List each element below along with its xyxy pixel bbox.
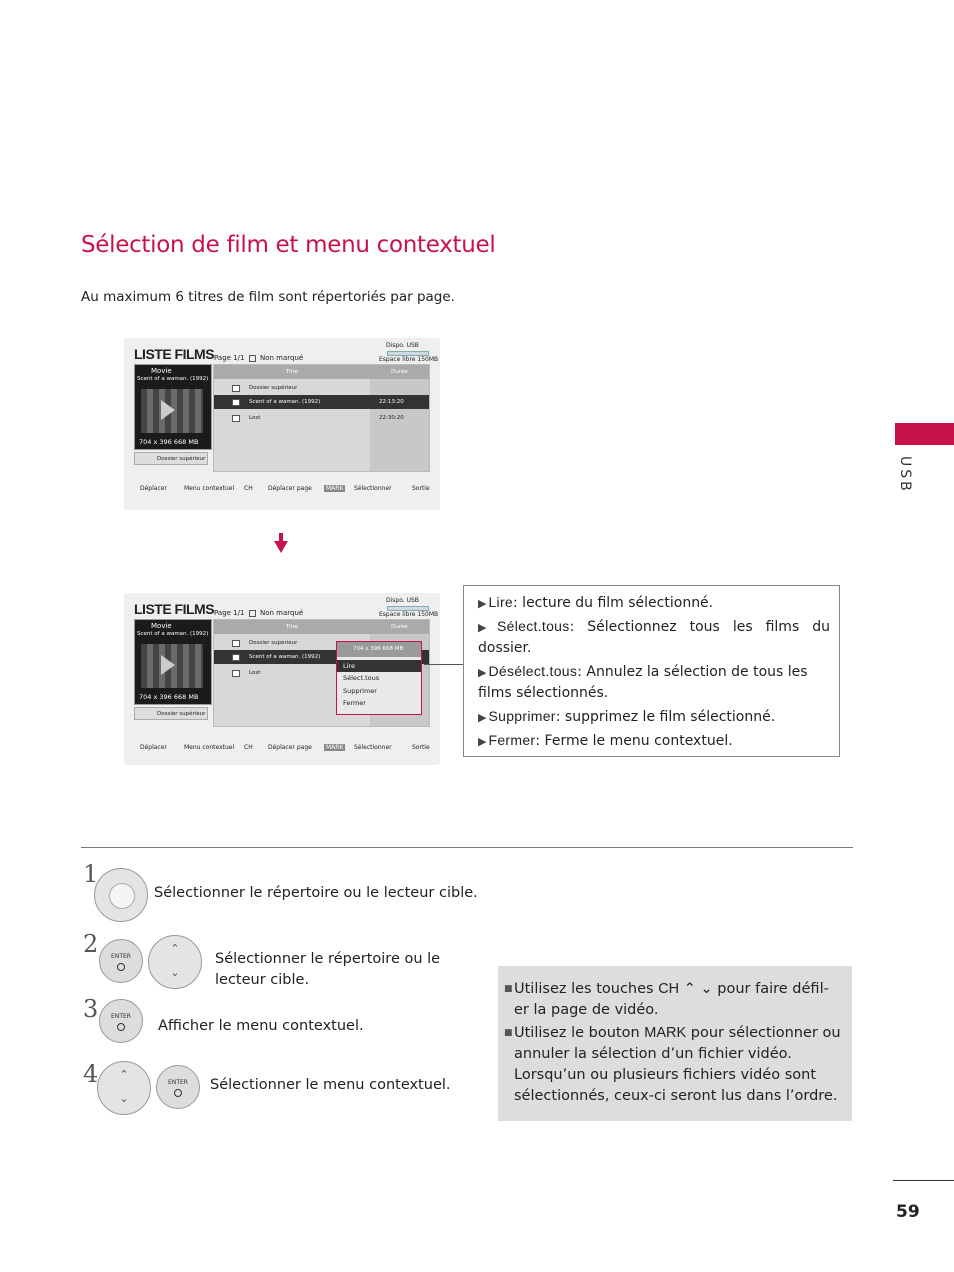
thumb-title: Scent of a waman. (1992) — [137, 631, 209, 637]
row-title: Dossier supérieur — [249, 385, 298, 391]
page-title: Sélection de film et menu contextuel — [81, 232, 496, 258]
callout-item-close — [478, 730, 830, 752]
callout-text: : lecture du film sélectionné. — [513, 595, 714, 611]
play-bullet-icon: ▶ — [478, 597, 487, 610]
note-text: Utilisez les touches — [514, 981, 659, 997]
checkbox-icon — [249, 610, 256, 617]
note-text: Utilisez le bouton — [514, 1025, 645, 1041]
usb-label: Dispo. USB — [386, 342, 419, 349]
play-icon — [161, 655, 175, 675]
callout-item-deselect-all — [478, 661, 830, 704]
film-icon — [232, 415, 240, 422]
footer-select: Sélectionner — [354, 744, 392, 751]
folder-icon — [232, 640, 240, 647]
row-title: Lost — [249, 415, 261, 421]
step-text — [215, 949, 440, 991]
col-duration: Durée — [370, 620, 429, 634]
step-number: 4 — [83, 1060, 99, 1088]
enter-dot — [117, 1023, 125, 1031]
page-indicator: Page 1/1 — [214, 609, 245, 617]
col-duration: Durée — [370, 365, 429, 379]
menu-item-close[interactable]: Fermer — [343, 699, 366, 707]
step-text: Sélectionner le menu contextuel. — [210, 1077, 451, 1093]
list-item[interactable] — [214, 381, 429, 395]
note-line: sélectionnés, ceux-ci seront lus dans l’ordre. — [514, 1088, 838, 1104]
list-item[interactable] — [214, 395, 429, 409]
step-text: Sélectionner le répertoire ou le lecteur cible. — [154, 885, 478, 901]
row-title: Scent of a waman. (1992) — [249, 399, 321, 405]
callout-connector — [424, 664, 463, 665]
note-line — [504, 1023, 844, 1044]
step-number: 2 — [83, 930, 99, 958]
callout-key: Lire — [488, 594, 514, 610]
footer-mark: MARK — [326, 744, 344, 751]
film-icon — [232, 670, 240, 677]
thumb-resolution: 704 x 396 668 MB — [139, 693, 199, 701]
enter-dot — [174, 1089, 182, 1097]
note-line: annuler la sélection d’un fichier vidéo. — [514, 1046, 792, 1062]
step-number: 3 — [83, 995, 99, 1023]
play-icon — [161, 400, 175, 420]
note-line: er la page de vidéo. — [514, 1002, 659, 1018]
checkbox-icon — [249, 355, 256, 362]
free-space: Espace libre 150MB — [379, 356, 439, 363]
chevron-down-icon: ⌄ — [119, 1092, 129, 1105]
movie-list — [213, 364, 430, 472]
callout-item-delete — [478, 706, 830, 728]
page-number-rule — [893, 1180, 954, 1181]
unmarked-text: Non marqué — [260, 609, 304, 617]
list-item[interactable] — [214, 411, 429, 425]
note-box — [498, 966, 852, 1121]
enter-label: ENTER — [111, 953, 131, 960]
callout-item-play — [478, 592, 830, 614]
footer-ch: CH — [244, 485, 253, 492]
menu-item-select-all[interactable]: Sélect.tous — [343, 674, 380, 682]
film-icon — [232, 399, 240, 406]
dpad-icon — [94, 868, 148, 922]
movie-thumbnail — [134, 364, 212, 450]
enter-label: ENTER — [168, 1079, 188, 1086]
step-text-line: lecteur cible. — [215, 972, 310, 988]
movie-list-screen — [124, 338, 440, 510]
parent-folder-button[interactable]: Dossier supérieur — [134, 452, 208, 465]
footer-page-move: Déplacer page — [268, 485, 312, 492]
footer-move: Déplacer — [140, 744, 167, 751]
movie-list-screen-popup — [124, 593, 440, 765]
enter-button-icon — [99, 999, 143, 1043]
play-bullet-icon: ▶ — [478, 711, 487, 724]
note-key: MARK — [644, 1025, 687, 1041]
row-duration: 22:13:20 — [379, 399, 404, 405]
popup-header: 704 x 396 668 MB — [337, 642, 421, 657]
screen-header: LISTE FILMS — [134, 601, 215, 617]
thumb-type: Movie — [151, 367, 172, 375]
play-bullet-icon: ▶ — [478, 666, 487, 679]
chevron-up-down-icon: ⌃ ⌄ — [679, 981, 713, 997]
context-menu-popup — [336, 641, 422, 715]
footer-context-menu: Menu contextuel — [184, 485, 235, 492]
callout-key: Supprimer — [488, 708, 556, 724]
note-text: pour sélectionner ou — [686, 1025, 841, 1041]
row-duration: 22:30:20 — [379, 415, 404, 421]
step-text-line: Sélectionner le répertoire ou le — [215, 951, 441, 967]
arrow-down-icon — [274, 541, 288, 553]
page-number: 59 — [896, 1202, 920, 1222]
up-down-button-icon — [148, 935, 202, 989]
folder-icon — [232, 385, 240, 392]
footer-mark: MARK — [326, 485, 344, 492]
page-subtitle: Au maximum 6 titres de film sont répertoriés par page. — [81, 289, 455, 305]
footer-page-move: Déplacer page — [268, 744, 312, 751]
step-text: Afficher le menu contextuel. — [158, 1018, 364, 1034]
dpad-center — [109, 883, 135, 909]
footer-select: Sélectionner — [354, 485, 392, 492]
callout-text: : Ferme le menu contextuel. — [535, 733, 733, 749]
screen-header: LISTE FILMS — [134, 346, 215, 362]
note-key: CH — [658, 981, 680, 997]
col-title: Titre — [214, 365, 370, 379]
up-down-button-icon — [97, 1061, 151, 1115]
thumb-type: Movie — [151, 622, 172, 630]
footer-ch: CH — [244, 744, 253, 751]
usb-label: Dispo. USB — [386, 597, 419, 604]
footer-context-menu: Menu contextuel — [184, 744, 235, 751]
chevron-up-icon: ⌃ — [119, 1068, 129, 1081]
row-title: Dossier supérieur — [249, 640, 298, 646]
section-tab — [895, 423, 954, 445]
arrow-down-stem — [279, 533, 283, 541]
enter-label: ENTER — [111, 1013, 131, 1020]
footer-exit: Sortie — [412, 485, 430, 492]
enter-button-icon — [99, 939, 143, 983]
callout-key: Sélect.tous — [497, 618, 570, 634]
note-line — [504, 979, 844, 1000]
col-title: Titre — [214, 620, 370, 634]
callout-text: : Annulez la sélection de tous les films sélectionnés. — [478, 664, 808, 701]
callout-key: Désélect.tous — [488, 663, 578, 679]
play-bullet-icon: ▶ — [478, 735, 487, 748]
unmarked-label — [249, 609, 303, 617]
callout-text: : Sélectionnez tous les films du dossier. — [478, 619, 830, 656]
note-line: Lorsqu’un ou plusieurs fichiers vidéo sont — [514, 1067, 817, 1083]
chevron-up-icon: ⌃ — [170, 942, 180, 955]
section-tab-label: USB — [897, 456, 913, 494]
chevron-down-icon: ⌄ — [170, 966, 180, 979]
thumb-title: Scent of a waman. (1992) — [137, 376, 209, 382]
parent-folder-button[interactable]: Dossier supérieur — [134, 707, 208, 720]
section-divider — [81, 847, 853, 848]
note-text: pour faire défil- — [712, 981, 829, 997]
film-icon — [232, 654, 240, 661]
callout-item-select-all — [478, 616, 830, 659]
row-title: Scent of a waman. (1992) — [249, 654, 321, 660]
movie-thumbnail — [134, 619, 212, 705]
footer-move: Déplacer — [140, 485, 167, 492]
play-bullet-icon: ▶ — [478, 621, 495, 634]
square-bullet-icon: ■ — [504, 1028, 513, 1038]
unmarked-label — [249, 354, 303, 362]
menu-item-delete[interactable]: Supprimer — [343, 687, 377, 695]
context-menu-callout — [463, 585, 840, 757]
row-title: Lost — [249, 670, 261, 676]
page-indicator: Page 1/1 — [214, 354, 245, 362]
step-number: 1 — [83, 860, 99, 888]
square-bullet-icon: ■ — [504, 984, 513, 994]
menu-item-play[interactable]: Lire — [337, 660, 421, 672]
callout-text: : supprimez le film sélectionné. — [555, 709, 776, 725]
unmarked-text: Non marqué — [260, 354, 304, 362]
screen-footer — [126, 485, 438, 497]
screen-footer — [126, 744, 438, 756]
enter-button-icon — [156, 1065, 200, 1109]
thumb-resolution: 704 x 396 668 MB — [139, 438, 199, 446]
callout-key: Fermer — [488, 732, 536, 748]
footer-exit: Sortie — [412, 744, 430, 751]
free-space: Espace libre 150MB — [379, 611, 439, 618]
enter-dot — [117, 963, 125, 971]
